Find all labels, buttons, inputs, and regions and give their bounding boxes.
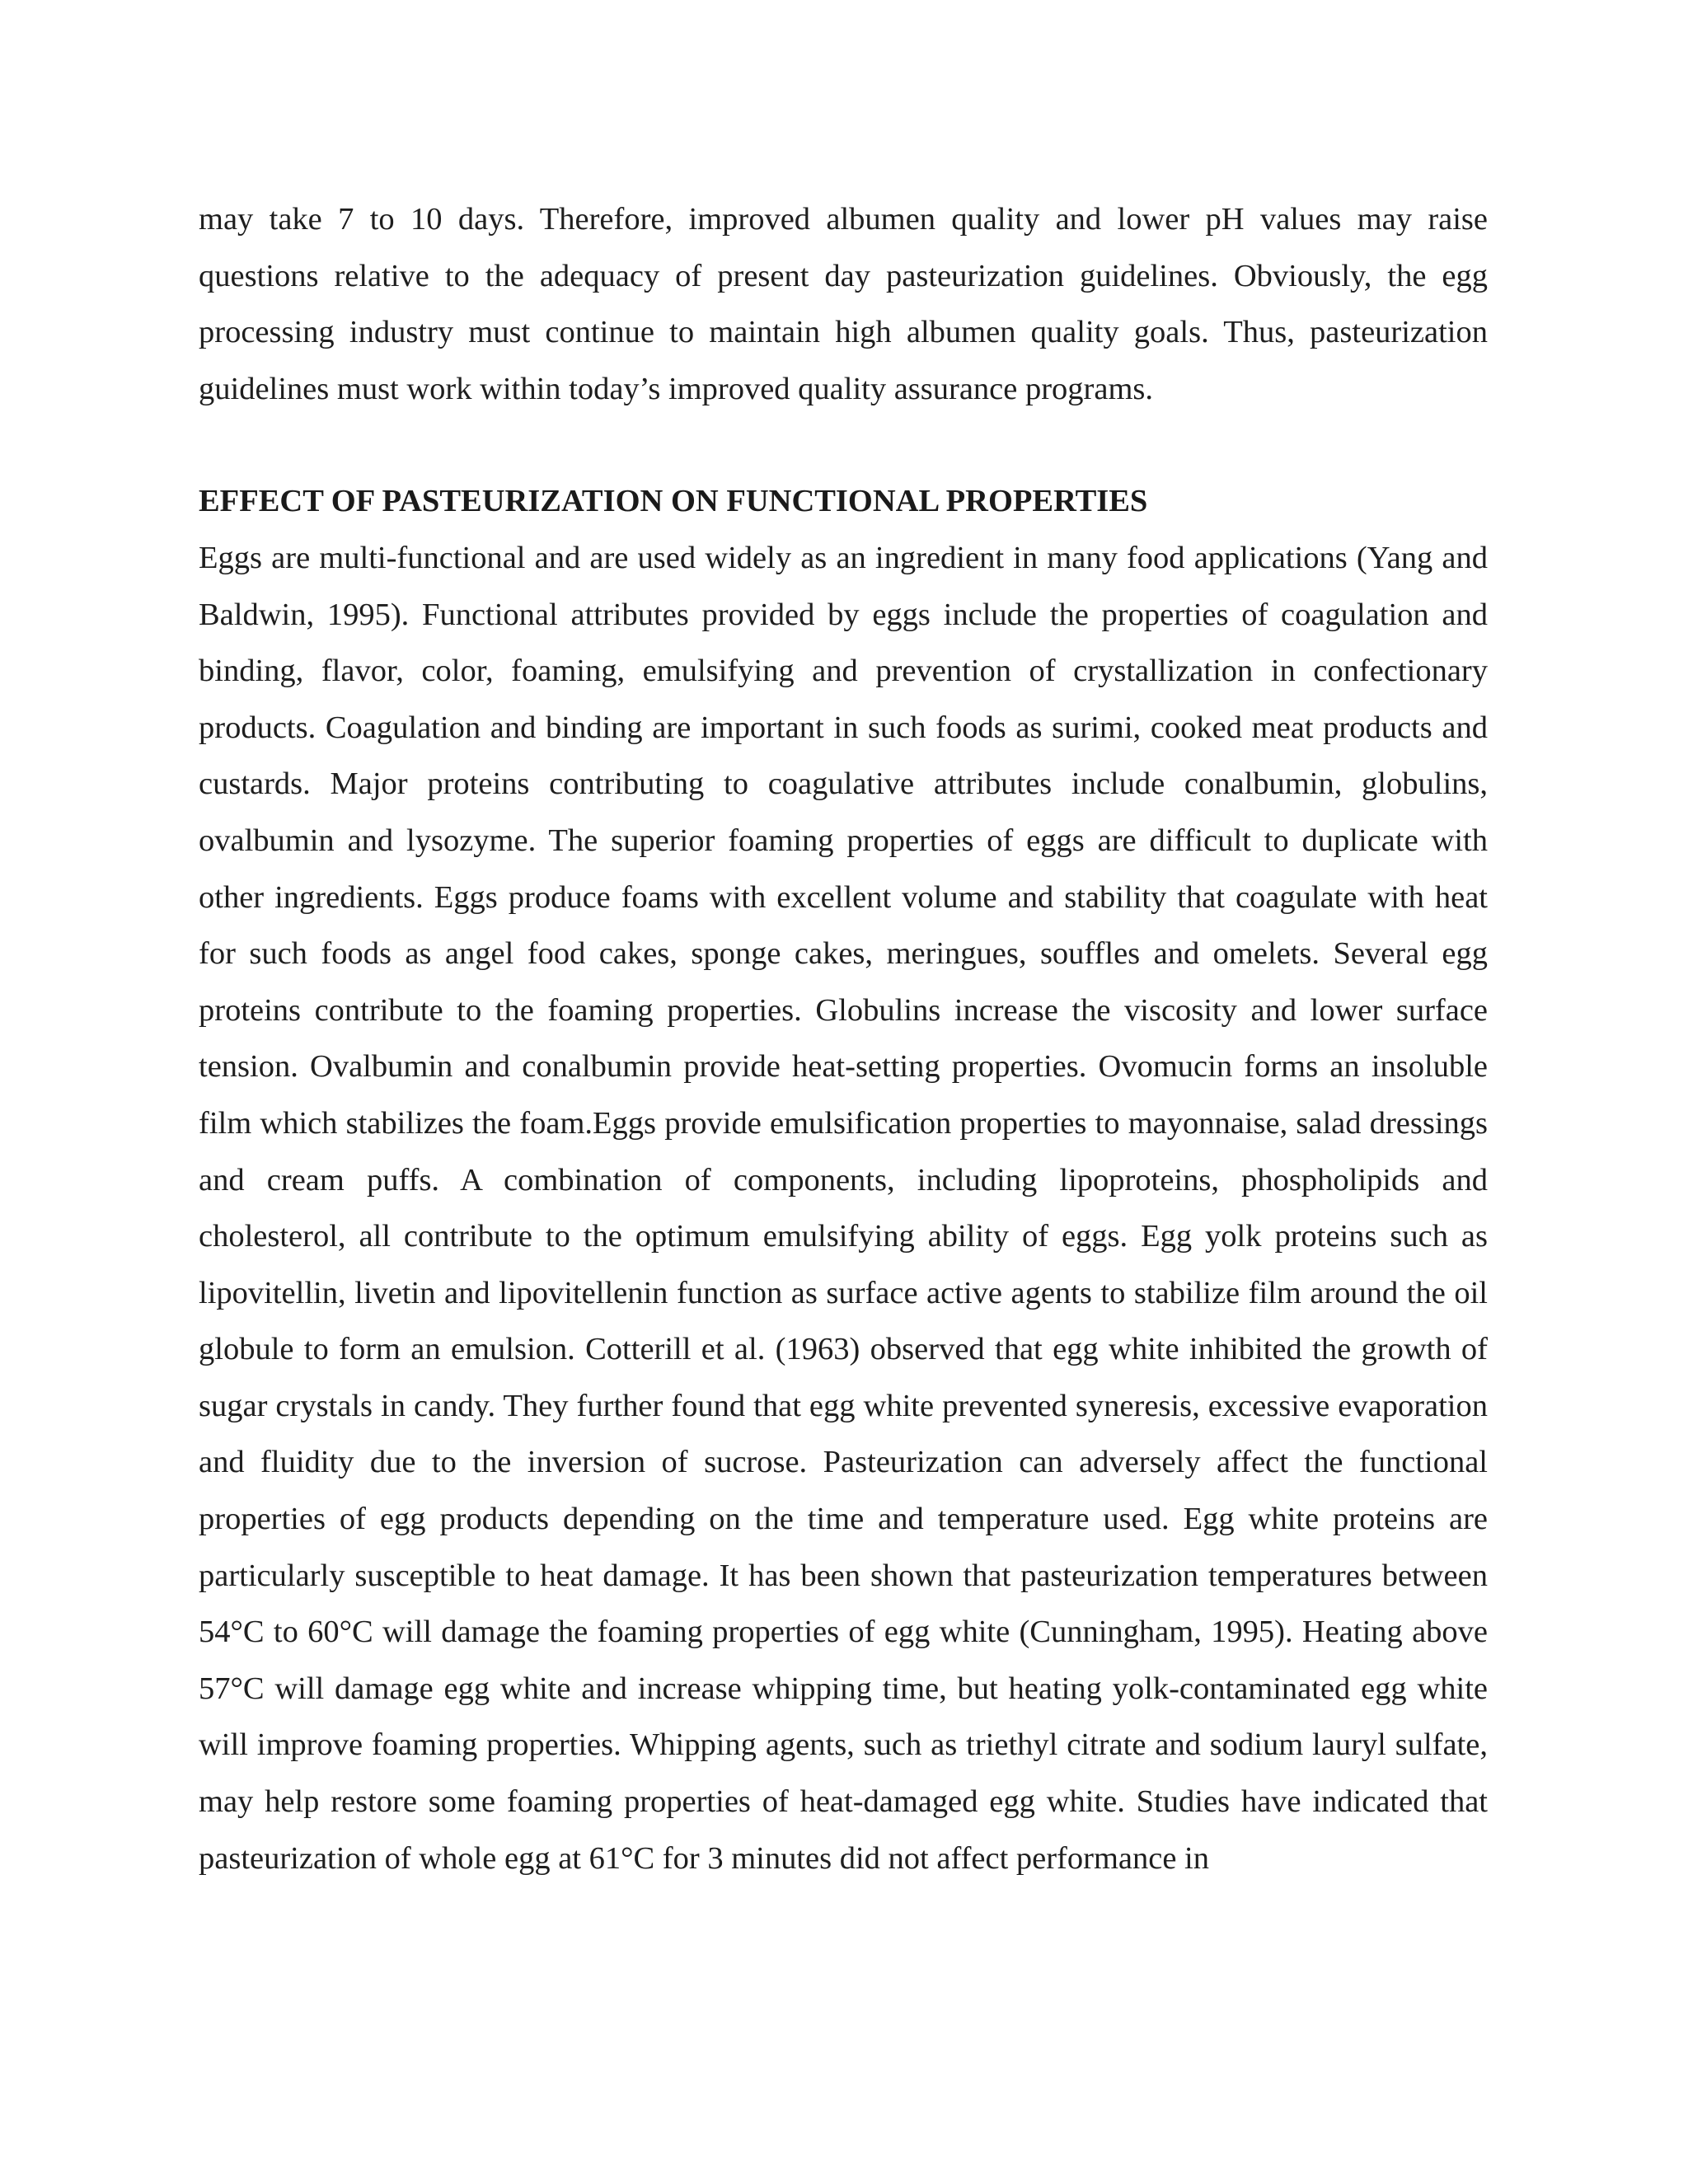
page-content <box>199 191 1488 1886</box>
body-paragraph-1: may take 7 to 10 days. Therefore, improved albumen quality and lower pH values may raise questions relative to the adequacy of present day pasteurization guidelines. Obviously, the egg processing industry must continue to maintain high albumen quality goals. Thus, pasteurization guidelines must work within today’s improved quality assurance programs. <box>199 202 1488 406</box>
body-paragraph-2: Eggs are multi-functional and are used widely as an ingredient in many food applications (Yang and Baldwin, 1995). Functional attributes provided by eggs include the properties of coagulation and binding, flavor, color, foaming, emulsifying and prevention of crystallization in confectionary products. Coagulation and binding are important in such foods as surimi, cooked meat products and custards. Major proteins contributing to coagulative attributes include conalbumin, globulins, ovalbumin and lysozyme. The superior foaming properties of eggs are difficult to duplicate with other ingredients. Eggs produce foams with excellent volume and stability that coagulate with heat for such foods as angel food cakes, sponge cakes, meringues, souffles and omelets. Several egg proteins contribute to the foaming properties. Globulins increase the viscosity and lower surface tension. Ovalbumin and conalbumin provide heat-setting properties. Ovomucin forms an insoluble film which stabilizes the foam.Eggs provide emulsification properties to mayonnaise, salad dressings and cream puffs. A combination of components, including lipoproteins, phospholipids and cholesterol, all contribute to the optimum emulsifying ability of eggs. Egg yolk proteins such as lipovitellin, livetin and lipovitellenin function as surface active agents to stabilize film around the oil globule to form an emulsion. Cotterill et al. (1963) observed that egg white inhibited the growth of sugar crystals in candy. They further found that egg white prevented syneresis, excessive evaporation and fluidity due to the inversion of sucrose. Pasteurization can adversely affect the functional properties of egg products depending on the time and temperature used. Egg white proteins are particularly susceptible to heat damage. It has been shown that pasteurization temperatures between 54°C to 60°C will damage the foaming properties of egg white (Cunningham, 1995). Heating above 57°C will damage egg white and increase whipping time, but heating yolk-contaminated egg white will improve foaming properties. Whipping agents, such as triethyl citrate and sodium lauryl sulfate, may help restore some foaming properties of heat-damaged egg white. Studies have indicated that pasteurization of whole egg at 61°C for 3 minutes did not affect performance in <box>199 540 1488 1876</box>
section-heading: EFFECT OF PASTEURIZATION ON FUNCTIONAL PROPERTIES <box>199 484 1148 519</box>
